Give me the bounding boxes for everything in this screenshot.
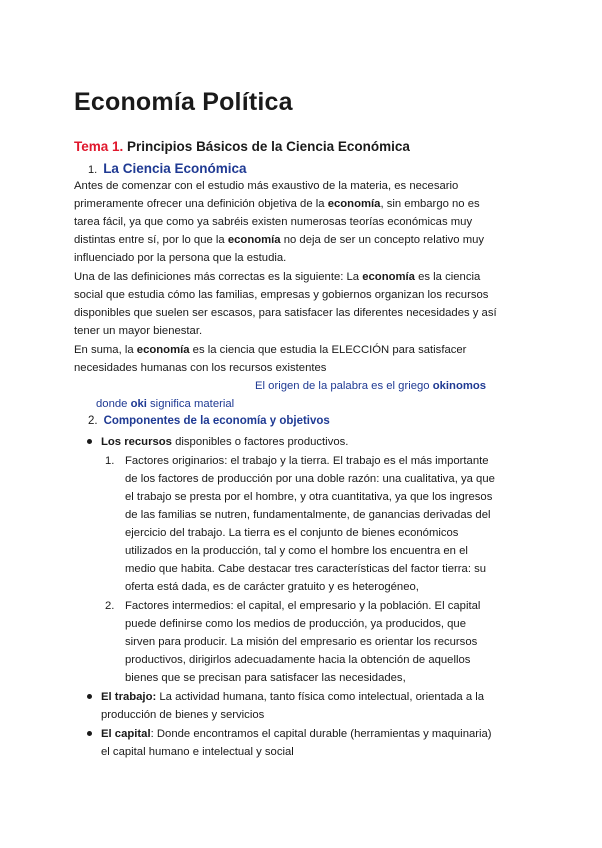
intro-line-4: distintas entre sí, por lo que la economía no deja de ser un concepto relativo muy	[74, 234, 485, 246]
page-title: Economía Política	[74, 88, 293, 116]
origin-line-2: donde oki significa material	[96, 398, 235, 410]
bullet-dot	[87, 439, 92, 444]
summary-line-1: En suma, la economía es la ciencia que estudia la ELECCIÓN para satisfacer	[74, 344, 467, 356]
definition-line-4: tener un mayor bienestar.	[74, 325, 203, 337]
section-2-title: Componentes de la economía y objetivos	[103, 415, 330, 427]
intro-line-2: primeramente ofrecer una definición objetiva de la economía, sin embargo no es	[74, 198, 480, 210]
bullet-dot	[87, 731, 92, 736]
section-1-title: La Ciencia Económica	[103, 161, 247, 176]
section-2-heading	[88, 415, 330, 427]
intro-line-5: influenciado por la persona que la estudia.	[74, 252, 287, 264]
section-1-number: 1.	[88, 164, 98, 176]
summary-line-2: necesidades humanas con los recursos existentes	[74, 362, 327, 374]
section-2-number: 2.	[88, 415, 98, 427]
definition-line-2: social que estudia cómo las familias, empresas y gobiernos organizan los recursos	[74, 289, 489, 301]
topic-text: Principios Básicos de la Ciencia Económica	[127, 139, 410, 154]
topic-label: Tema 1.	[74, 139, 124, 154]
bullet-dot	[87, 694, 92, 699]
section-1-heading	[88, 161, 247, 176]
origin-line-1: El origen de la palabra es el griego okinomos	[255, 380, 487, 392]
definition-line-3: disponibles que suelen ser escasos, para satisfacer las diferentes necesidades y así	[74, 307, 497, 319]
intro-line-3: tarea fácil, ya que como ya sabréis existen numerosas teorías económicas muy	[74, 216, 473, 228]
topic-heading	[74, 139, 410, 154]
document-page: Economía Política Tema 1. Principios Básicos de la Ciencia Económica 1. La Ciencia Económica Antes de comenzar con el estudio más exaustivo de la materia, es necesario primeramente ofrecer una definición objetiva de la economía, sin embargo no es tarea fácil, ya que como ya sabréis existen numerosas teorías económicas muy distintas entre sí, por lo que la economía no deja de ser un concepto relativo muy influenciado por la persona que la estudia. Una de las definiciones más correctas es la siguiente: La economía es la ciencia social que estudia cómo las familias, empresas y gobiernos organizan los recursos disponibles que suelen ser escasos, para satisfacer las diferentes necesidades y así tener un mayor bienestar. En suma, la economía es la ciencia que estudia la ELECCIÓN para satisfacer necesidades humanas con los recursos existentes El origen de la palabra es el griego okinomos donde oki significa material 2. Componentes de la economía y objetivos Los recursos disponibles o factores productivos. 1. Factores originarios: el trabajo y la tierra. El trabajo es el más importante de los factores de producción por una doble razón: una cualitativa, ya que el trabajo se presta por el hombre, y otra cuantitativa, ya que los ingresos de las familias se nutren, fundamentalmente, de ganancias derivadas del ejercicio del trabajo. La tierra es el conjunto de bienes económicos utilizados en la producción, tal y como el hombre los encuentra en el medio que habita. Cabe destacar tres características del factor tierra: su oferta está dada, es de carácter gratuito y es heterogéneo, 2. Factores intermedios: el capital, el empresario y la población. El capital puede definirse como los medios de producción, ya producidos, que sirven para producir. La misión del empresario es orientar los recursos productivos, dirigirlos adecuadamente hacia la obtención de aquellos bienes que se precisan para satisfacer las necesidades, El trabajo: La actividad humana, tanto física como intelectual, orientada a la producción de bienes y servicios El capital: Donde encontramos el capital durable (herramientas y maquinaria) el capital humano e intelectual y social	[74, 88, 497, 758]
intro-line-1: Antes de comenzar con el estudio más exaustivo de la materia, es necesario	[74, 180, 459, 192]
definition-line-1: Una de las definiciones más correctas es la siguiente: La economía es la ciencia	[74, 271, 481, 283]
